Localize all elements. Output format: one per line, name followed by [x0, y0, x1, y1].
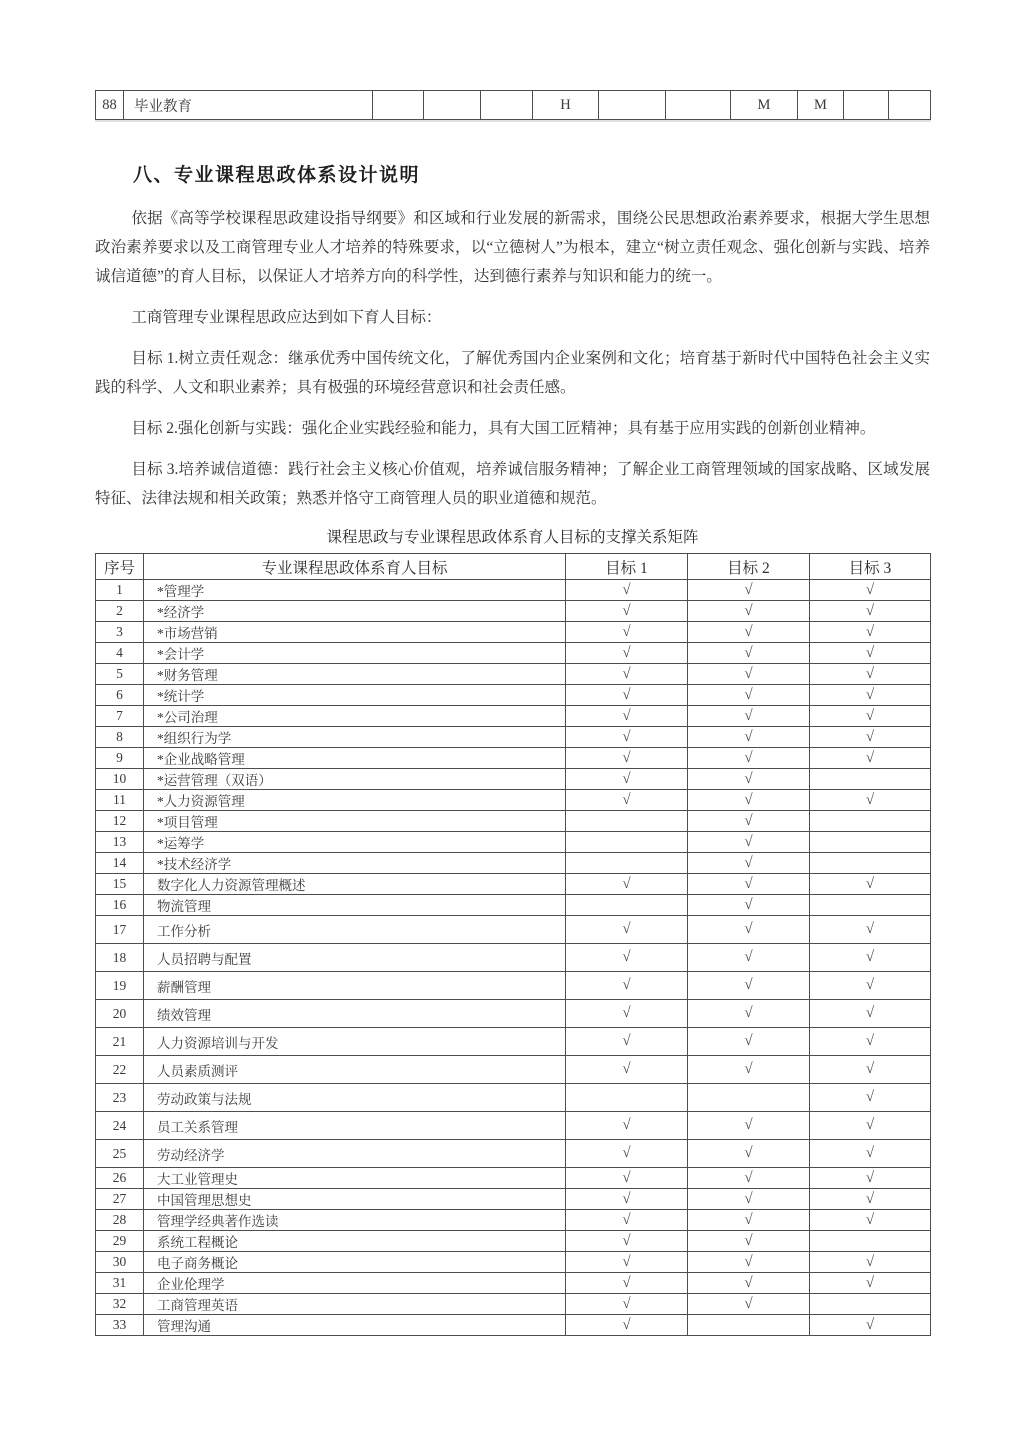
goal-1-mark: [566, 832, 688, 853]
course-name: 电子商务概论: [144, 1252, 566, 1273]
goal-3-mark: √: [810, 643, 931, 664]
goal-3-mark: [810, 1294, 931, 1315]
matrix-row: [96, 916, 931, 944]
support-cell: M: [798, 91, 844, 120]
goal-1-mark: √: [566, 1112, 688, 1140]
goal-1-mark: [566, 895, 688, 916]
course-name: *组织行为学: [144, 727, 566, 748]
goal-3-mark: √: [810, 622, 931, 643]
course-name: *企业战略管理: [144, 748, 566, 769]
course-name: 工商管理英语: [144, 1294, 566, 1315]
goal-2-mark: √: [688, 916, 810, 944]
goal-1-mark: √: [566, 580, 688, 601]
goal-2-mark: √: [688, 832, 810, 853]
goal-1-mark: √: [566, 706, 688, 727]
goal-3-mark: √: [810, 601, 931, 622]
course-name: 人员招聘与配置: [144, 944, 566, 972]
paragraph-intro: 依据《高等学校课程思政建设指导纲要》和区域和行业发展的新需求，围绕公民思想政治素养要求，根据大学生思想政治素养要求以及工商管理专业人才培养的特殊要求，以“立德树人”为根本，建立“树立责任观念、强化创新与实践、培养诚信道德”的育人目标，以保证人才培养方向的科学性，达到德行素养与知识和能力的统一。: [95, 210, 930, 285]
row-number: 18: [96, 944, 144, 972]
goal-1-mark: √: [566, 727, 688, 748]
header-goal-2: 目标 2: [688, 554, 810, 580]
goal-2-mark: √: [688, 895, 810, 916]
course-name: 大工业管理史: [144, 1168, 566, 1189]
course-name: 绩效管理: [144, 1000, 566, 1028]
matrix-row: [96, 790, 931, 811]
matrix-row: [96, 769, 931, 790]
goal-1-mark: [566, 1084, 688, 1112]
row-number: 8: [96, 727, 144, 748]
goal-3-mark: √: [810, 727, 931, 748]
support-cell: [844, 91, 889, 120]
row-number: 16: [96, 895, 144, 916]
goal-1-mark: √: [566, 748, 688, 769]
header-goal-1: 目标 1: [566, 554, 688, 580]
goal-1-mark: √: [566, 944, 688, 972]
matrix-row: [96, 664, 931, 685]
goal-2-mark: √: [688, 664, 810, 685]
matrix-row: [96, 706, 931, 727]
matrix-row: [96, 1189, 931, 1210]
support-matrix-table: [95, 553, 931, 1336]
goal-3-mark: √: [810, 748, 931, 769]
goal-3-mark: √: [810, 874, 931, 895]
matrix-row: [96, 1056, 931, 1084]
row-number: 26: [96, 1168, 144, 1189]
course-name: *公司治理: [144, 706, 566, 727]
goal-2-mark: √: [688, 1112, 810, 1140]
goal-1-mark: √: [566, 790, 688, 811]
goal-3-mark: √: [810, 790, 931, 811]
goal-1-mark: √: [566, 1140, 688, 1168]
course-name: 管理学经典著作选读: [144, 1210, 566, 1231]
support-cell: H: [533, 91, 599, 120]
matrix-row: [96, 853, 931, 874]
row-number: 13: [96, 832, 144, 853]
goal-3-mark: √: [810, 1084, 931, 1112]
goal-3-mark: √: [810, 1168, 931, 1189]
row-number: 11: [96, 790, 144, 811]
matrix-row: [96, 1028, 931, 1056]
goal-2-mark: √: [688, 685, 810, 706]
course-number: 88: [96, 91, 124, 120]
goal-1-mark: √: [566, 916, 688, 944]
paragraph-goal-2: 目标 2.强化创新与实践：强化企业实践经验和能力，具有大国工匠精神；具有基于应用实践的创新创业精神。: [131, 420, 876, 437]
course-name: 毕业教育: [124, 91, 373, 120]
course-name: *经济学: [144, 601, 566, 622]
goal-3-mark: √: [810, 580, 931, 601]
row-number: 25: [96, 1140, 144, 1168]
goal-2-mark: √: [688, 601, 810, 622]
paragraph-goal-1: 目标 1.树立责任观念：继承优秀中国传统文化，了解优秀国内企业案例和文化；培育基于新时代中国特色社会主义实践的科学、人文和职业素养；具有极强的环境经营意识和社会责任感。: [95, 350, 930, 396]
row-number: 21: [96, 1028, 144, 1056]
goal-1-mark: √: [566, 685, 688, 706]
matrix-row: [96, 1231, 931, 1252]
row-number: 32: [96, 1294, 144, 1315]
course-name: *人力资源管理: [144, 790, 566, 811]
course-name: 管理沟通: [144, 1315, 566, 1336]
row-number: 27: [96, 1189, 144, 1210]
goal-2-mark: √: [688, 643, 810, 664]
row-number: 20: [96, 1000, 144, 1028]
matrix-row: [96, 622, 931, 643]
row-number: 28: [96, 1210, 144, 1231]
support-cell: [481, 91, 533, 120]
support-cell: [666, 91, 731, 120]
matrix-row: [96, 1252, 931, 1273]
row-number: 29: [96, 1231, 144, 1252]
goal-2-mark: √: [688, 1252, 810, 1273]
course-name: 企业伦理学: [144, 1273, 566, 1294]
matrix-row: [96, 601, 931, 622]
goal-3-mark: √: [810, 685, 931, 706]
goal-3-mark: [810, 895, 931, 916]
row-number: 2: [96, 601, 144, 622]
goal-1-mark: √: [566, 1028, 688, 1056]
goal-3-mark: √: [810, 944, 931, 972]
course-name: 劳动政策与法规: [144, 1084, 566, 1112]
header-number: 序号: [96, 554, 144, 580]
goal-1-mark: √: [566, 1273, 688, 1294]
goal-1-mark: √: [566, 601, 688, 622]
matrix-table-body: [96, 580, 931, 1336]
matrix-row: [96, 1140, 931, 1168]
matrix-row: [96, 1112, 931, 1140]
matrix-row: [96, 874, 931, 895]
goal-3-mark: [810, 811, 931, 832]
matrix-row: [96, 972, 931, 1000]
row-number: 22: [96, 1056, 144, 1084]
course-name: *管理学: [144, 580, 566, 601]
matrix-row: [96, 643, 931, 664]
row-number: 4: [96, 643, 144, 664]
row-number: 31: [96, 1273, 144, 1294]
goal-2-mark: √: [688, 706, 810, 727]
course-name: *项目管理: [144, 811, 566, 832]
goal-2-mark: √: [688, 874, 810, 895]
course-name: 系统工程概论: [144, 1231, 566, 1252]
matrix-row: [96, 685, 931, 706]
support-cell: [424, 91, 481, 120]
matrix-row: [96, 895, 931, 916]
goal-2-mark: √: [688, 853, 810, 874]
matrix-row: [96, 811, 931, 832]
support-cell: [373, 91, 424, 120]
row-number: 7: [96, 706, 144, 727]
row-number: 5: [96, 664, 144, 685]
course-name: *运营管理（双语）: [144, 769, 566, 790]
goal-3-mark: √: [810, 1140, 931, 1168]
page-content: [95, 90, 930, 1336]
goal-2-mark: √: [688, 811, 810, 832]
row-number: 10: [96, 769, 144, 790]
matrix-row: [96, 1315, 931, 1336]
matrix-header-row: [96, 554, 931, 580]
course-name: *技术经济学: [144, 853, 566, 874]
goal-2-mark: √: [688, 1000, 810, 1028]
goal-3-mark: √: [810, 706, 931, 727]
matrix-row: [96, 580, 931, 601]
goal-2-mark: √: [688, 769, 810, 790]
header-course-goals: 专业课程思政体系育人目标: [144, 554, 566, 580]
goal-2-mark: √: [688, 1189, 810, 1210]
goal-3-mark: √: [810, 1028, 931, 1056]
course-name: *会计学: [144, 643, 566, 664]
course-name: 中国管理思想史: [144, 1189, 566, 1210]
goal-1-mark: √: [566, 1189, 688, 1210]
goal-2-mark: √: [688, 1210, 810, 1231]
matrix-row: [96, 1273, 931, 1294]
goal-3-mark: [810, 769, 931, 790]
goal-1-mark: √: [566, 769, 688, 790]
row-number: 1: [96, 580, 144, 601]
goal-2-mark: √: [688, 944, 810, 972]
goal-2-mark: √: [688, 1273, 810, 1294]
goal-1-mark: √: [566, 664, 688, 685]
row-number: 6: [96, 685, 144, 706]
goal-3-mark: √: [810, 1112, 931, 1140]
goal-1-mark: √: [566, 972, 688, 1000]
paragraph-goal-3: 目标 3.培养诚信道德：践行社会主义核心价值观，培养诚信服务精神；了解企业工商管理领域的国家战略、区域发展特征、法律法规和相关政策；熟悉并恪守工商管理人员的职业道德和规范。: [95, 461, 930, 507]
goal-3-mark: √: [810, 1210, 931, 1231]
goal-3-mark: √: [810, 1273, 931, 1294]
goal-3-mark: [810, 1231, 931, 1252]
goal-1-mark: √: [566, 874, 688, 895]
row-number: 17: [96, 916, 144, 944]
paragraph-goals-lead: 工商管理专业课程思政应达到如下育人目标：: [131, 309, 442, 326]
goal-1-mark: √: [566, 1000, 688, 1028]
goal-1-mark: [566, 811, 688, 832]
row-number: 19: [96, 972, 144, 1000]
goal-3-mark: [810, 832, 931, 853]
row-number: 14: [96, 853, 144, 874]
goal-2-mark: √: [688, 748, 810, 769]
course-name: 物流管理: [144, 895, 566, 916]
goal-2-mark: [688, 1315, 810, 1336]
row-number: 12: [96, 811, 144, 832]
row-number: 3: [96, 622, 144, 643]
section-heading: 八、专业课程思政体系设计说明: [133, 165, 421, 186]
row-number: 30: [96, 1252, 144, 1273]
course-name: 数字化人力资源管理概述: [144, 874, 566, 895]
goal-1-mark: √: [566, 1231, 688, 1252]
goal-3-mark: √: [810, 1189, 931, 1210]
goal-3-mark: [810, 853, 931, 874]
row-number: 9: [96, 748, 144, 769]
goal-3-mark: √: [810, 972, 931, 1000]
support-cell: M: [731, 91, 798, 120]
goal-3-mark: √: [810, 1315, 931, 1336]
goal-2-mark: √: [688, 622, 810, 643]
goal-3-mark: √: [810, 1056, 931, 1084]
course-row: [96, 91, 931, 120]
goal-1-mark: √: [566, 1168, 688, 1189]
goal-1-mark: √: [566, 1056, 688, 1084]
goal-2-mark: √: [688, 1028, 810, 1056]
goal-1-mark: √: [566, 1252, 688, 1273]
course-name: *运筹学: [144, 832, 566, 853]
goal-1-mark: √: [566, 1315, 688, 1336]
goal-3-mark: √: [810, 1000, 931, 1028]
matrix-row: [96, 727, 931, 748]
goal-2-mark: √: [688, 790, 810, 811]
course-name: 人力资源培训与开发: [144, 1028, 566, 1056]
course-name: 人员素质测评: [144, 1056, 566, 1084]
goal-2-mark: [688, 1084, 810, 1112]
row-number: 24: [96, 1112, 144, 1140]
course-name: 薪酬管理: [144, 972, 566, 1000]
goal-2-mark: √: [688, 1294, 810, 1315]
row-number: 33: [96, 1315, 144, 1336]
goal-1-mark: √: [566, 643, 688, 664]
goal-2-mark: √: [688, 1231, 810, 1252]
section-body: [95, 204, 930, 513]
support-cell: [889, 91, 931, 120]
row-number: 23: [96, 1084, 144, 1112]
goal-3-mark: √: [810, 664, 931, 685]
matrix-row: [96, 832, 931, 853]
course-continuation-table: [95, 90, 931, 120]
goal-2-mark: √: [688, 727, 810, 748]
goal-1-mark: [566, 853, 688, 874]
goal-1-mark: √: [566, 1294, 688, 1315]
goal-2-mark: √: [688, 1168, 810, 1189]
matrix-row: [96, 1000, 931, 1028]
goal-1-mark: √: [566, 622, 688, 643]
matrix-title: 课程思政与专业课程思政体系育人目标的支撑关系矩阵: [326, 529, 699, 546]
course-name: 劳动经济学: [144, 1140, 566, 1168]
goal-2-mark: √: [688, 972, 810, 1000]
goal-3-mark: √: [810, 916, 931, 944]
goal-3-mark: √: [810, 1252, 931, 1273]
matrix-row: [96, 1294, 931, 1315]
matrix-row: [96, 1168, 931, 1189]
course-name: 工作分析: [144, 916, 566, 944]
goal-2-mark: √: [688, 1056, 810, 1084]
course-name: *财务管理: [144, 664, 566, 685]
support-cell: [599, 91, 666, 120]
course-name: *统计学: [144, 685, 566, 706]
goal-1-mark: √: [566, 1210, 688, 1231]
course-name: *市场营销: [144, 622, 566, 643]
course-name: 员工关系管理: [144, 1112, 566, 1140]
matrix-row: [96, 944, 931, 972]
matrix-row: [96, 1210, 931, 1231]
header-goal-3: 目标 3: [810, 554, 931, 580]
goal-2-mark: √: [688, 1140, 810, 1168]
goal-2-mark: √: [688, 580, 810, 601]
matrix-row: [96, 1084, 931, 1112]
matrix-row: [96, 748, 931, 769]
row-number: 15: [96, 874, 144, 895]
